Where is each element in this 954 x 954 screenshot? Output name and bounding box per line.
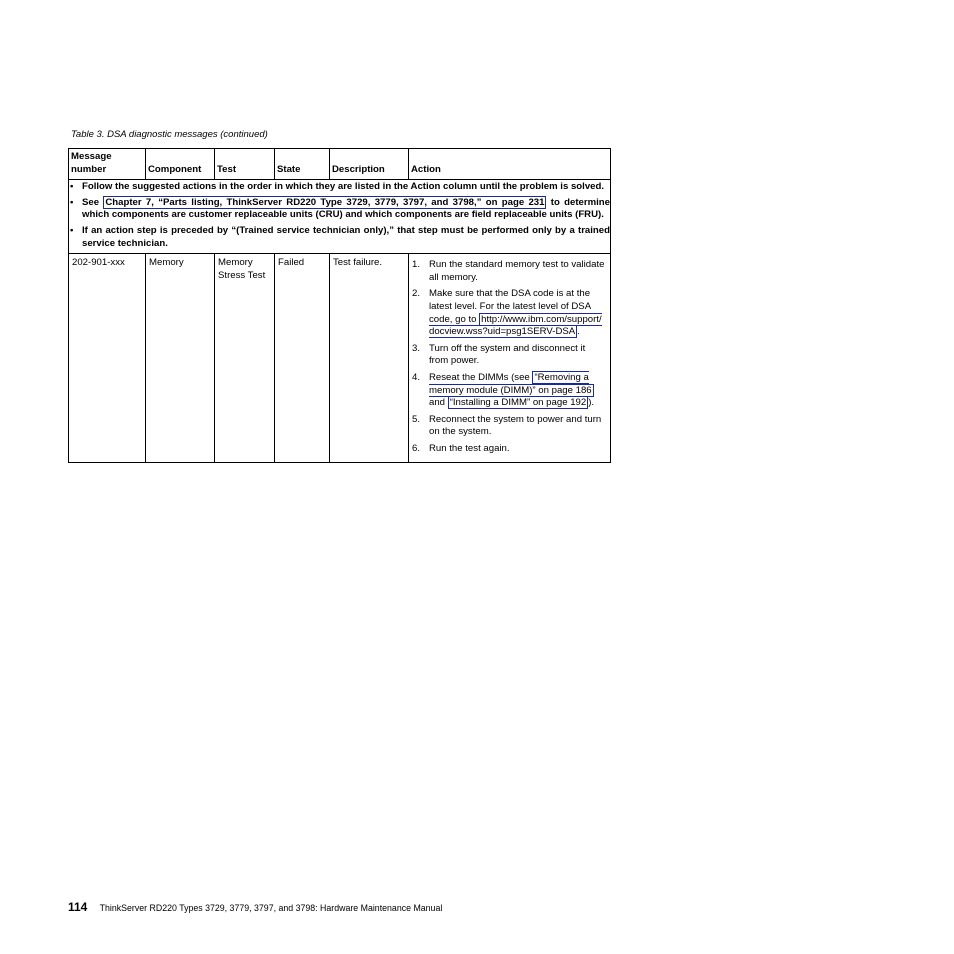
col-header-description: Description xyxy=(330,149,409,180)
action-step xyxy=(412,288,608,338)
note-text xyxy=(82,197,610,222)
page-footer xyxy=(68,900,442,914)
ibm-support-link[interactable]: http://www.ibm.com/support/docview.wss?uid=psg1SERV-DSA xyxy=(429,313,602,338)
dsa-messages-table xyxy=(68,148,611,463)
cell-description: Test failure. xyxy=(330,254,409,463)
col-header-test: Test xyxy=(215,149,275,180)
bullet: • xyxy=(70,196,74,208)
step-text: Run the standard memory test to validate all memory. xyxy=(429,259,605,283)
step-number: 3. xyxy=(412,342,421,354)
cell-component: Memory xyxy=(146,254,215,463)
table-caption: Table 3. DSA diagnostic messages (continued) xyxy=(71,129,268,140)
note-item xyxy=(69,225,610,250)
action-list xyxy=(412,259,608,455)
action-step xyxy=(412,259,608,284)
page-number: 114 xyxy=(68,900,88,914)
note-text: Follow the suggested actions in the order in which they are listed in the Action column until the problem is solved. xyxy=(82,181,605,193)
note-text-pre: See xyxy=(82,196,104,208)
col-header-state: State xyxy=(275,149,330,180)
note-item xyxy=(69,181,610,194)
step-text: Reconnect the system to power and turn on the system. xyxy=(429,413,602,438)
cell-message: 202-901-xxx xyxy=(69,254,146,463)
cell-action xyxy=(409,254,611,463)
removing-dimm-link[interactable]: “Removing a memory module (DIMM)” on page 186 xyxy=(429,371,592,396)
step-number: 1. xyxy=(412,259,421,271)
action-step xyxy=(412,343,608,368)
step-number: 4. xyxy=(412,371,421,383)
manual-title: ThinkServer RD220 Types 3729, 3779, 3797, and 3798: Hardware Maintenance Manual xyxy=(99,903,443,913)
step-text-pre: Reseat the DIMMs (see xyxy=(429,371,533,383)
col-header-message: Message number xyxy=(69,149,146,180)
header-row xyxy=(69,149,611,180)
step-text-pre: Make sure that the DSA code is at the latest level. For the latest level of DSA code, go to xyxy=(429,288,591,325)
step-text-mid: and xyxy=(429,397,448,409)
action-step xyxy=(412,443,608,456)
step-text: Run the test again. xyxy=(429,442,510,454)
cell-state: Failed xyxy=(275,254,330,463)
step-text-post: ). xyxy=(588,397,595,409)
action-step xyxy=(412,372,608,410)
cell-test: Memory Stress Test xyxy=(215,254,275,463)
note-text-post: to determine which components are customer replaceable units (CRU) and which components are field replaceable units (FRU). xyxy=(82,196,610,221)
col-header-component: Component xyxy=(146,149,215,180)
col-header-action: Action xyxy=(409,149,611,180)
parts-listing-link[interactable]: Chapter 7, “Parts listing, ThinkServer RD220 Type 3729, 3779, 3797, and 3798,” on page 231 xyxy=(105,196,545,208)
bullet: • xyxy=(70,181,74,193)
table-row xyxy=(69,254,611,463)
step-text xyxy=(429,372,608,410)
step-text xyxy=(429,288,608,338)
step-number: 6. xyxy=(412,442,421,454)
step-text-post: . xyxy=(577,326,580,338)
notes-row xyxy=(69,180,611,254)
step-text: Turn off the system and disconnect it from power. xyxy=(429,342,586,367)
bullet: • xyxy=(70,224,74,236)
note-item xyxy=(69,197,610,222)
step-number: 2. xyxy=(412,288,421,300)
note-text: If an action step is preceded by “(Trained service technician only),” that step must be performed only by a trained service technician. xyxy=(82,224,610,249)
notes-cell xyxy=(69,180,611,254)
action-step xyxy=(412,414,608,439)
step-number: 5. xyxy=(412,413,421,425)
installing-dimm-link[interactable]: “Installing a DIMM” on page 192 xyxy=(449,397,587,409)
